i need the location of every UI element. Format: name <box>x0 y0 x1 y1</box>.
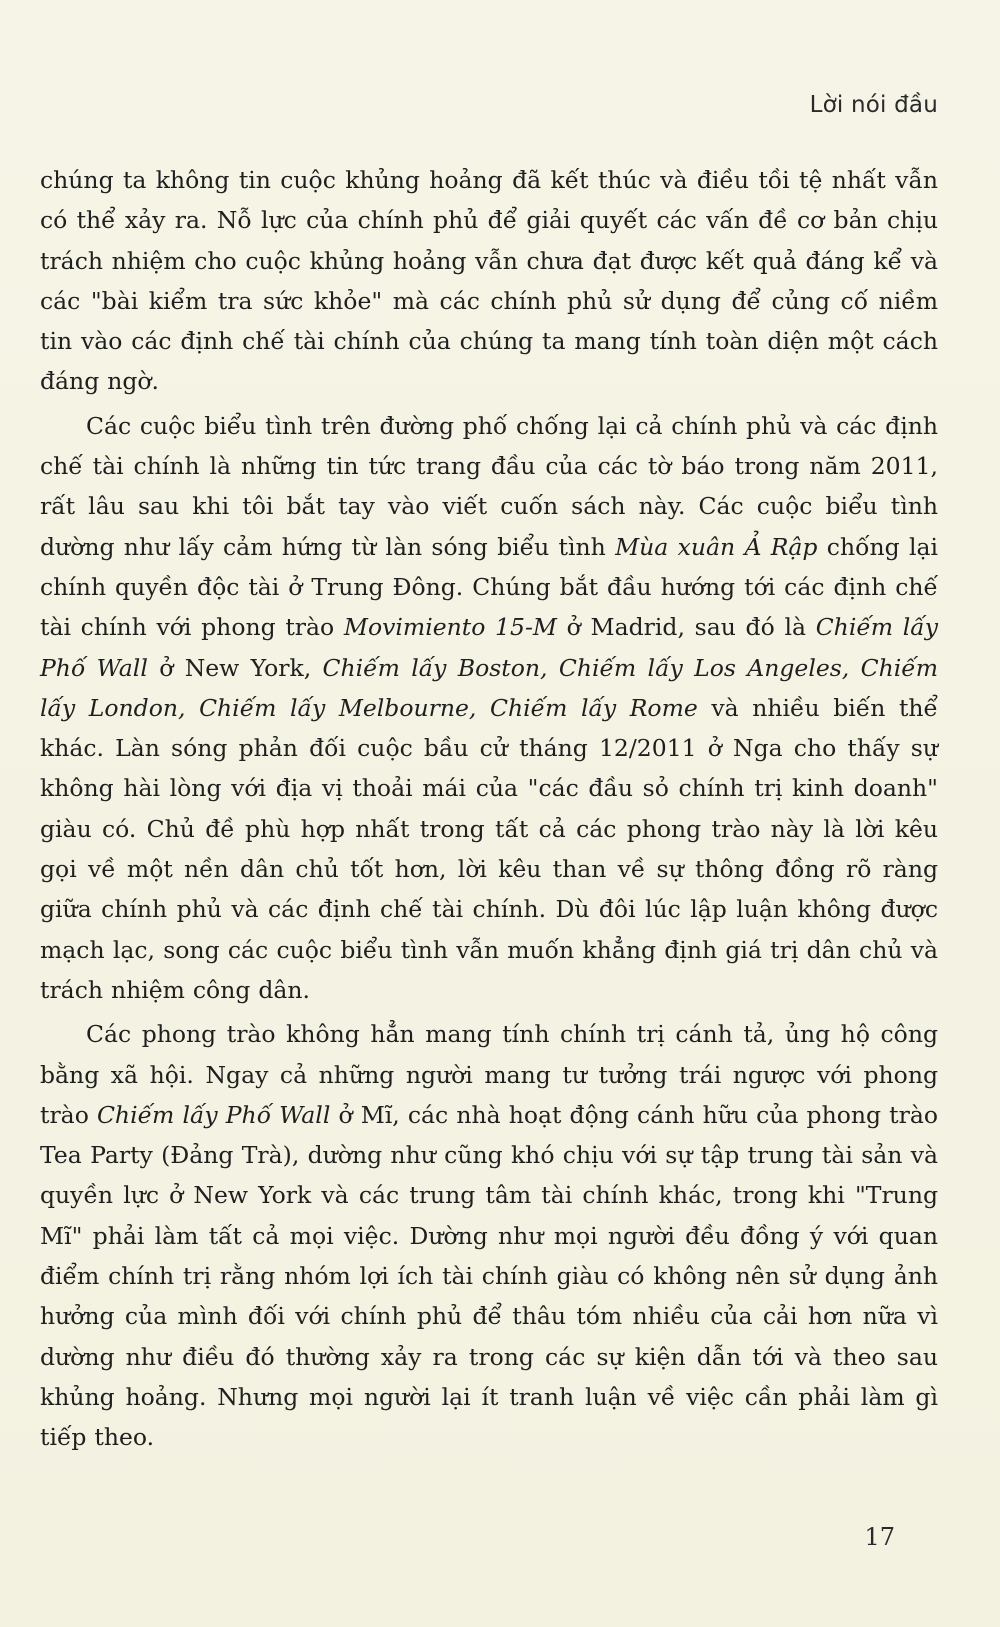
paragraph <box>40 1014 938 1457</box>
italic-text: Movimiento 15-M <box>343 613 557 642</box>
page-number: 17 <box>864 1523 895 1551</box>
text-run: chúng ta không tin cuộc khủng hoảng đã kết thúc và điều tồi tệ nhất vẫn có thể xảy ra. Nỗ lực của chính phủ để giải quyết các vấn đề cơ bản chịu trách nhiệm cho cuộc khủng hoảng vẫn chưa đạt được kết quả đáng kể và các "bài kiểm tra sức khỏe" mà các chính phủ sử dụng để củng cố niềm tin vào các định chế tài chính của chúng ta mang tính toàn diện một cách đáng ngờ. <box>40 166 938 396</box>
text-run: ở Madrid, sau đó là <box>556 613 816 642</box>
italic-text: Mùa xuân Ả Rập <box>615 532 818 561</box>
italic-text: Chiếm lấy Phố Wall <box>40 613 938 682</box>
text-run: ở New York, <box>147 653 323 682</box>
text-run: Các cuộc biểu tình trên đường phố chống lại cả chính phủ và các định chế tài chính là những tin tức trang đầu của các tờ báo trong năm 2011, rất lâu sau khi tôi bắt tay vào viết cuốn sách này. Các cuộc biểu tình dường như lấy cảm hứng từ làn sóng biểu tình <box>40 411 938 561</box>
text-run: Các phong trào không hẳn mang tính chính trị cánh tả, ủng hộ công bằng xã hội. Ngay cả những người mang tư tưởng trái ngược với phong trào <box>40 1020 938 1129</box>
text-run: và nhiều biến thể khác. Làn sóng phản đối cuộc bầu cử tháng 12/2011 ở Nga cho thấy sự không hài lòng với địa vị thoải mái của "các đầu sỏ chính trị kinh doanh" giàu có. Chủ đề phù hợp nhất trong tất cả các phong trào này là lời kêu gọi về một nền dân chủ tốt hơn, lời kêu than về sự thông đồng rõ ràng giữa chính phủ và các định chế tài chính. Dù đôi lúc lập luận không được mạch lạc, song các cuộc biểu tình vẫn muốn khẳng định giá trị dân chủ và trách nhiệm công dân. <box>40 693 938 1004</box>
paragraph <box>40 160 938 402</box>
body-text <box>40 160 938 1462</box>
text-run: chống lại chính quyền độc tài ở Trung Đông. Chúng bắt đầu hướng tới các định chế tài chính với phong trào <box>40 532 938 642</box>
text-run: ở Mĩ, các nhà hoạt động cánh hữu của phong trào Tea Party (Đảng Trà), dường như cũng khó chịu với sự tập trung tài sản và quyền lực ở New York và các trung tâm tài chính khác, trong khi "Trung Mĩ" phải làm tất cả mọi việc. Dường như mọi người đều đồng ý với quan điểm chính trị rằng nhóm lợi ích tài chính giàu có không nên sử dụng ảnh hưởng của mình đối với chính phủ để thâu tóm nhiều của cải hơn nữa vì dường như điều đó thường xảy ra trong các sự kiện dẫn tới và theo sau khủng hoảng. Nhưng mọi người lại ít tranh luận về việc cần phải làm gì tiếp theo. <box>40 1100 938 1452</box>
italic-text: Chiếm lấy Boston, Chiếm lấy Los Angeles, Chiếm lấy London, Chiếm lấy Melbourne, Chiếm lấy Rome <box>40 653 939 722</box>
running-header-title: Lời nói đầu <box>809 92 938 118</box>
italic-text: Chiếm lấy Phố Wall <box>96 1100 331 1129</box>
paragraph <box>40 406 938 1010</box>
